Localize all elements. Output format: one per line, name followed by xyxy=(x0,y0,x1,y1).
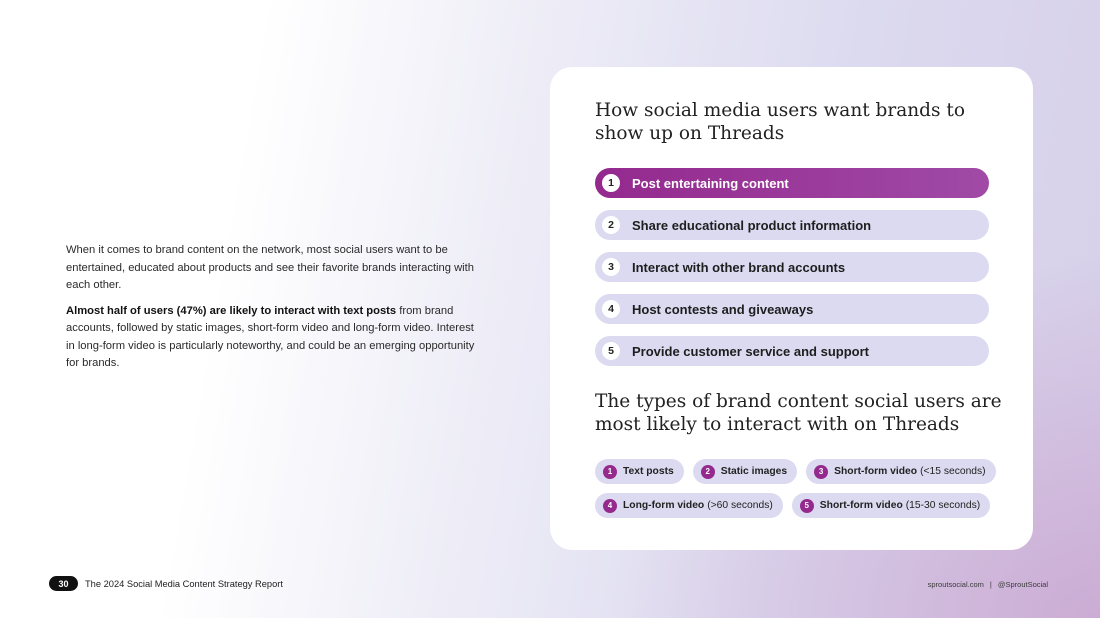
footer-left xyxy=(49,576,283,591)
rank-label: Share educational product information xyxy=(632,217,872,233)
pill-row xyxy=(595,459,1015,484)
pill-detail: (>60 seconds) xyxy=(707,500,773,511)
ranking-title: How social media users want brands to show up on Threads xyxy=(595,100,965,144)
intro-paragraph-2-rest: from brand accounts, followed by static images, short-form video and long-form video. Interest in long-form video is particularly noteworthy, and could be an emerging opportunity for brands. xyxy=(66,304,475,369)
content-types-title: The types of brand content social users are most likely to interact with on Threads xyxy=(595,391,1002,435)
pill-detail: (15-30 seconds) xyxy=(905,500,981,511)
rank-number: 3 xyxy=(602,258,620,276)
rank-number: 5 xyxy=(602,342,620,360)
pill-detail: (<15 seconds) xyxy=(920,466,986,477)
rank-label: Post entertaining content xyxy=(632,175,789,191)
content-type-pill-2 xyxy=(693,459,797,484)
content-type-pill-4 xyxy=(595,493,783,518)
report-title: The 2024 Social Media Content Strategy Report xyxy=(85,578,283,589)
content-types-list xyxy=(595,459,1015,527)
rank-number: 4 xyxy=(602,300,620,318)
page-number-badge: 30 xyxy=(49,576,78,591)
website-link[interactable]: sproutsocial.com xyxy=(927,580,984,589)
social-handle[interactable]: @SproutSocial xyxy=(997,580,1048,589)
rank-number: 1 xyxy=(602,174,620,192)
pill-label: Long-form video xyxy=(623,500,705,511)
rank-label: Interact with other brand accounts xyxy=(632,259,846,275)
pill-number: 2 xyxy=(701,465,715,479)
content-type-pill-3 xyxy=(806,459,996,484)
pill-label: Short-form video xyxy=(819,500,903,511)
footer-right xyxy=(928,580,1048,589)
rank-label: Host contests and giveaways xyxy=(632,301,814,317)
ranking-item-3 xyxy=(595,252,989,282)
ranking-list xyxy=(595,168,989,378)
intro-highlight: Almost half of users (47%) are likely to interact with text posts xyxy=(66,304,397,317)
ranking-item-4 xyxy=(595,294,989,324)
pill-label: Static images xyxy=(720,466,788,477)
pill-row xyxy=(595,493,1015,518)
ranking-item-1 xyxy=(595,168,989,198)
ranking-item-2 xyxy=(595,210,989,240)
pill-label: Short-form video xyxy=(834,466,918,477)
pill-number: 1 xyxy=(603,465,617,479)
intro-paragraph-2 xyxy=(66,303,476,373)
pill-label: Text posts xyxy=(623,466,674,477)
intro-text xyxy=(66,242,476,381)
content-type-pill-5 xyxy=(792,493,990,518)
pill-number: 3 xyxy=(814,465,828,479)
rank-number: 2 xyxy=(602,216,620,234)
rank-label: Provide customer service and support xyxy=(632,343,869,359)
pill-number: 5 xyxy=(800,499,814,513)
pill-number: 4 xyxy=(603,499,617,513)
threads-insights-card xyxy=(550,67,1033,550)
intro-paragraph-1: When it comes to brand content on the network, most social users want to be entertained, educated about products and see their favorite brands interacting with each other. xyxy=(66,244,474,291)
ranking-item-5 xyxy=(595,336,989,366)
content-type-pill-1 xyxy=(595,459,684,484)
footer-separator: | xyxy=(989,580,992,589)
